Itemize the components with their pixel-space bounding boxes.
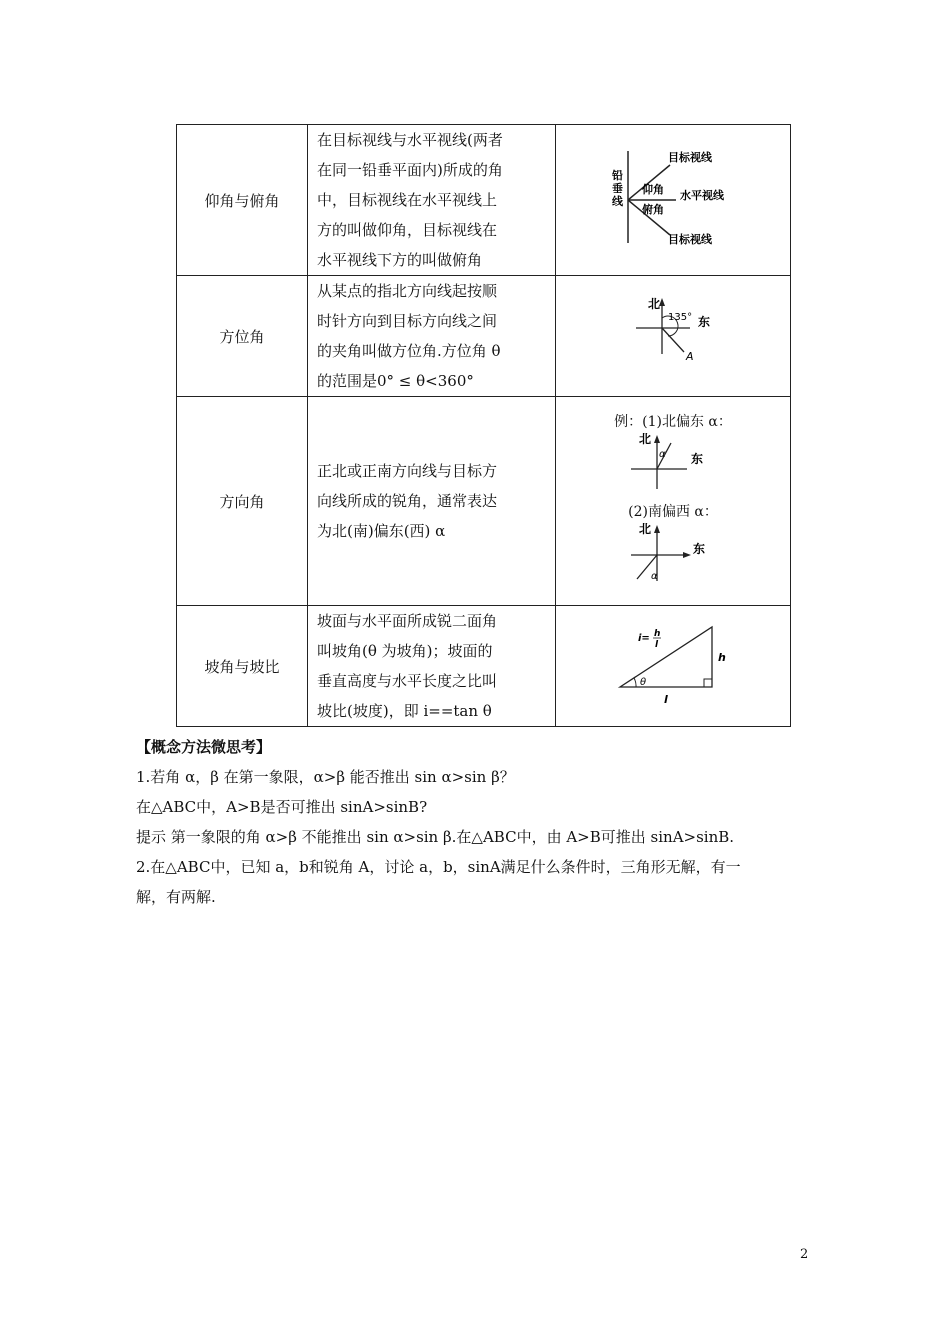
page-number: 2 — [800, 1247, 809, 1262]
horizontal-label: 水平视线 — [680, 189, 724, 202]
term-cell: 坡角与坡比 — [177, 606, 308, 727]
description-cell — [308, 397, 556, 606]
elevation-depression-diagram — [608, 143, 738, 253]
angle-label: 135° — [668, 312, 693, 323]
description-line: 中，目标视线在水平视线上 — [317, 191, 498, 209]
height-label: h — [718, 651, 726, 664]
description-line: 在同一铅垂平面内)所成的角 — [317, 161, 503, 179]
description-line: 叫坡角(θ 为坡角)；坡面的 — [317, 642, 493, 660]
azimuth-diagram — [618, 294, 728, 374]
description-line: 方的叫做仰角，目标视线在 — [317, 221, 498, 239]
north-east-diagram — [623, 433, 723, 497]
description-line: 正北或正南方向线与目标方 — [317, 462, 498, 480]
south-west-diagram — [623, 523, 723, 587]
description-line: 的范围是0° ≤ θ<360° — [317, 372, 474, 390]
description-cell — [308, 125, 556, 276]
concept-reflection-section — [136, 732, 816, 912]
description-line: 的夹角叫做方位角.方位角 θ — [317, 342, 501, 360]
description-line: 垂直高度与水平长度之比叫 — [317, 672, 498, 690]
description-line: 坡比(坡度)，即 i==tan θ — [317, 702, 492, 720]
table-row — [177, 397, 791, 606]
question-line: 1.若角 α，β 在第一象限，α>β 能否推出 sin α>sin β？ — [136, 768, 515, 786]
north-label: 北 — [639, 433, 652, 446]
figure-cell — [556, 276, 791, 397]
length-label: l — [664, 693, 668, 706]
description-line: 坡面与水平面所成锐二面角 — [317, 612, 498, 630]
example-1-label: 例：(1)北偏东 α： — [614, 414, 732, 430]
alpha-label: α — [659, 449, 666, 460]
section-title: 【概念方法微思考】 — [136, 738, 272, 756]
east-label: 东 — [693, 542, 706, 556]
east-label: 东 — [691, 452, 704, 466]
theta-label: θ — [640, 677, 647, 688]
figure-cell — [556, 125, 791, 276]
term-cell: 方位角 — [177, 276, 308, 397]
vertical-label-char: 垂 — [612, 182, 623, 195]
hint-line: 提示 第一象限的角 α>β 不能推出 sin α>sin β.在△ABC中，由 A>B可推出 sinA>sinB. — [136, 828, 735, 846]
figure-cell — [556, 606, 791, 727]
description-line: 时针方向到目标方向线之间 — [317, 312, 498, 330]
description-cell — [308, 606, 556, 727]
vertical-label — [612, 168, 624, 208]
top-target-label: 目标视线 — [668, 151, 712, 164]
vertical-label-char: 线 — [612, 195, 623, 208]
east-label: 东 — [698, 315, 711, 329]
table-row — [177, 276, 791, 397]
question-line: 2.在△ABC中，已知 a，b和锐角 A，讨论 a，b，sinA满足什么条件时，三角形无解，有一 — [136, 858, 741, 876]
table-row — [177, 125, 791, 276]
depression-label: 俯角 — [642, 203, 664, 216]
term-cell: 仰角与俯角 — [177, 125, 308, 276]
ratio-denominator: l — [655, 640, 659, 650]
ratio-label: i= — [638, 633, 650, 644]
description-cell — [308, 276, 556, 397]
angle-terms-table — [176, 124, 791, 727]
question-line: 解，有两解. — [136, 888, 216, 906]
table-row — [177, 606, 791, 727]
point-label: A — [686, 350, 694, 363]
ratio-numerator: h — [654, 629, 661, 639]
north-label: 北 — [648, 297, 661, 311]
example-2-label: (2)南偏西 α： — [628, 504, 718, 520]
elevation-label: 仰角 — [642, 183, 664, 196]
figure-cell — [556, 397, 791, 606]
term-cell: 方向角 — [177, 397, 308, 606]
slope-diagram — [608, 619, 738, 709]
description-line: 从某点的指北方向线起按顺 — [317, 282, 498, 300]
description-line: 水平视线下方的叫做俯角 — [317, 251, 483, 269]
bottom-target-label: 目标视线 — [668, 233, 712, 246]
question-line: 在△ABC中，A>B是否可推出 sinA>sinB? — [136, 798, 428, 816]
description-line: 向线所成的锐角，通常表达 — [317, 492, 498, 510]
vertical-label-char: 铅 — [612, 169, 623, 182]
alpha-label: α — [651, 571, 658, 582]
description-line: 为北(南)偏东(西) α — [317, 522, 446, 540]
north-label: 北 — [639, 523, 652, 536]
description-line: 在目标视线与水平视线(两者 — [317, 131, 503, 149]
